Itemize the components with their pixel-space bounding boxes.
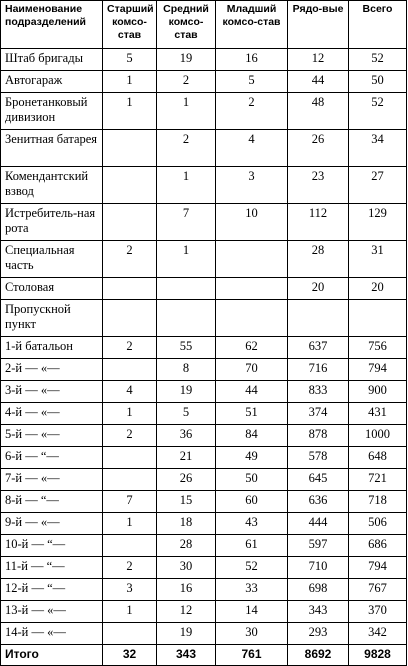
table-row [1, 241, 407, 278]
table-row [1, 93, 407, 130]
table-row [1, 513, 407, 535]
cell-middle-staff: 16 [157, 579, 216, 601]
total-middle: 343 [157, 645, 216, 666]
table-header [1, 1, 407, 49]
cell-unit-name: 11-й — “— [1, 557, 103, 579]
cell-unit-name: 13-й — «— [1, 601, 103, 623]
cell-privates: 343 [288, 601, 349, 623]
cell-privates [288, 300, 349, 337]
total-senior: 32 [103, 645, 157, 666]
cell-senior-staff [103, 300, 157, 337]
cell-privates: 878 [288, 425, 349, 447]
cell-middle-staff: 12 [157, 601, 216, 623]
cell-total: 52 [349, 93, 407, 130]
cell-junior-staff [216, 278, 288, 300]
header-unit-name: Наименование подразделений [1, 1, 103, 49]
cell-senior-staff [103, 278, 157, 300]
cell-total: 686 [349, 535, 407, 557]
cell-middle-staff: 7 [157, 204, 216, 241]
cell-total: 370 [349, 601, 407, 623]
cell-senior-staff: 7 [103, 491, 157, 513]
cell-senior-staff: 1 [103, 403, 157, 425]
cell-junior-staff: 43 [216, 513, 288, 535]
cell-total: 648 [349, 447, 407, 469]
cell-total: 20 [349, 278, 407, 300]
cell-privates: 112 [288, 204, 349, 241]
cell-senior-staff [103, 167, 157, 204]
cell-middle-staff: 19 [157, 49, 216, 71]
cell-junior-staff: 14 [216, 601, 288, 623]
cell-senior-staff: 5 [103, 49, 157, 71]
cell-middle-staff: 26 [157, 469, 216, 491]
cell-unit-name: Пропускной пункт [1, 300, 103, 337]
cell-privates: 698 [288, 579, 349, 601]
table-row [1, 204, 407, 241]
cell-senior-staff: 1 [103, 513, 157, 535]
table-row [1, 535, 407, 557]
table-row [1, 359, 407, 381]
header-middle-staff: Средний комсо-став [157, 1, 216, 49]
cell-unit-name: Автогараж [1, 71, 103, 93]
total-row [1, 645, 407, 666]
header-total: Всего [349, 1, 407, 49]
cell-senior-staff [103, 623, 157, 645]
table-row [1, 425, 407, 447]
cell-senior-staff: 2 [103, 241, 157, 278]
cell-middle-staff [157, 300, 216, 337]
cell-junior-staff: 44 [216, 381, 288, 403]
cell-unit-name: Штаб бригады [1, 49, 103, 71]
cell-middle-staff [157, 278, 216, 300]
cell-junior-staff [216, 300, 288, 337]
cell-privates: 293 [288, 623, 349, 645]
cell-junior-staff: 5 [216, 71, 288, 93]
cell-middle-staff: 19 [157, 381, 216, 403]
cell-privates: 716 [288, 359, 349, 381]
cell-junior-staff: 70 [216, 359, 288, 381]
cell-privates: 20 [288, 278, 349, 300]
cell-middle-staff: 36 [157, 425, 216, 447]
cell-unit-name: 4-й — «— [1, 403, 103, 425]
cell-unit-name: 8-й — “— [1, 491, 103, 513]
cell-privates: 23 [288, 167, 349, 204]
cell-unit-name: 7-й — «— [1, 469, 103, 491]
table-row [1, 403, 407, 425]
header-senior-staff: Старший комсо-став [103, 1, 157, 49]
cell-junior-staff: 52 [216, 557, 288, 579]
cell-privates: 597 [288, 535, 349, 557]
cell-junior-staff: 62 [216, 337, 288, 359]
cell-middle-staff: 2 [157, 71, 216, 93]
cell-junior-staff: 30 [216, 623, 288, 645]
total-sum: 9828 [349, 645, 407, 666]
cell-privates: 12 [288, 49, 349, 71]
cell-privates: 48 [288, 93, 349, 130]
cell-junior-staff: 61 [216, 535, 288, 557]
cell-unit-name: 9-й — «— [1, 513, 103, 535]
cell-privates: 444 [288, 513, 349, 535]
cell-total: 1000 [349, 425, 407, 447]
cell-middle-staff: 15 [157, 491, 216, 513]
table-row [1, 300, 407, 337]
total-label: Итого [1, 645, 103, 666]
cell-unit-name: 2-й — «— [1, 359, 103, 381]
header-row [1, 1, 407, 49]
cell-total: 52 [349, 49, 407, 71]
cell-middle-staff: 30 [157, 557, 216, 579]
cell-total: 506 [349, 513, 407, 535]
cell-middle-staff: 1 [157, 167, 216, 204]
table-row [1, 130, 407, 167]
cell-middle-staff: 18 [157, 513, 216, 535]
cell-junior-staff [216, 241, 288, 278]
cell-junior-staff: 2 [216, 93, 288, 130]
cell-middle-staff: 19 [157, 623, 216, 645]
cell-senior-staff: 1 [103, 601, 157, 623]
table-row [1, 469, 407, 491]
cell-senior-staff: 1 [103, 93, 157, 130]
cell-privates: 44 [288, 71, 349, 93]
cell-total: 756 [349, 337, 407, 359]
cell-unit-name: Комендантский взвод [1, 167, 103, 204]
cell-total: 431 [349, 403, 407, 425]
cell-senior-staff: 2 [103, 425, 157, 447]
table-body [1, 49, 407, 645]
table-row [1, 601, 407, 623]
cell-unit-name: 3-й — «— [1, 381, 103, 403]
cell-total: 27 [349, 167, 407, 204]
cell-unit-name: 12-й — “— [1, 579, 103, 601]
header-junior-staff: Младший комсо-став [216, 1, 288, 49]
cell-unit-name: 1-й батальон [1, 337, 103, 359]
cell-junior-staff: 4 [216, 130, 288, 167]
total-junior: 761 [216, 645, 288, 666]
cell-privates: 28 [288, 241, 349, 278]
table-row [1, 167, 407, 204]
cell-total: 718 [349, 491, 407, 513]
cell-junior-staff: 60 [216, 491, 288, 513]
cell-senior-staff [103, 535, 157, 557]
table-row [1, 579, 407, 601]
cell-privates: 636 [288, 491, 349, 513]
cell-total: 342 [349, 623, 407, 645]
table-row [1, 557, 407, 579]
cell-unit-name: 5-й — «— [1, 425, 103, 447]
cell-total: 900 [349, 381, 407, 403]
table-row [1, 491, 407, 513]
table-row [1, 71, 407, 93]
cell-privates: 578 [288, 447, 349, 469]
cell-middle-staff: 1 [157, 93, 216, 130]
cell-senior-staff: 2 [103, 337, 157, 359]
cell-total: 767 [349, 579, 407, 601]
cell-unit-name: Бронетанковый дивизион [1, 93, 103, 130]
cell-senior-staff [103, 204, 157, 241]
cell-junior-staff: 10 [216, 204, 288, 241]
cell-privates: 26 [288, 130, 349, 167]
cell-privates: 637 [288, 337, 349, 359]
cell-senior-staff: 4 [103, 381, 157, 403]
cell-middle-staff: 2 [157, 130, 216, 167]
cell-middle-staff: 8 [157, 359, 216, 381]
cell-privates: 645 [288, 469, 349, 491]
cell-middle-staff: 28 [157, 535, 216, 557]
cell-junior-staff: 51 [216, 403, 288, 425]
table-row [1, 49, 407, 71]
table-row [1, 623, 407, 645]
table-footer [1, 645, 407, 666]
cell-middle-staff: 21 [157, 447, 216, 469]
cell-unit-name: Столовая [1, 278, 103, 300]
cell-junior-staff: 3 [216, 167, 288, 204]
table-row [1, 278, 407, 300]
cell-middle-staff: 1 [157, 241, 216, 278]
cell-senior-staff: 3 [103, 579, 157, 601]
cell-privates: 833 [288, 381, 349, 403]
cell-middle-staff: 5 [157, 403, 216, 425]
cell-senior-staff: 1 [103, 71, 157, 93]
cell-total [349, 300, 407, 337]
cell-total: 794 [349, 359, 407, 381]
cell-junior-staff: 33 [216, 579, 288, 601]
cell-unit-name: Истребитель-ная рота [1, 204, 103, 241]
cell-total: 721 [349, 469, 407, 491]
cell-senior-staff [103, 447, 157, 469]
table-row [1, 447, 407, 469]
cell-unit-name: Специальная часть [1, 241, 103, 278]
cell-total: 34 [349, 130, 407, 167]
cell-junior-staff: 49 [216, 447, 288, 469]
cell-total: 31 [349, 241, 407, 278]
cell-senior-staff: 2 [103, 557, 157, 579]
cell-senior-staff [103, 469, 157, 491]
cell-unit-name: 6-й — “— [1, 447, 103, 469]
cell-privates: 374 [288, 403, 349, 425]
cell-senior-staff [103, 359, 157, 381]
cell-middle-staff: 55 [157, 337, 216, 359]
cell-junior-staff: 84 [216, 425, 288, 447]
total-privates: 8692 [288, 645, 349, 666]
cell-total: 794 [349, 557, 407, 579]
header-privates: Рядо-вые [288, 1, 349, 49]
cell-unit-name: Зенитная батарея [1, 130, 103, 167]
cell-unit-name: 10-й — “— [1, 535, 103, 557]
table-row [1, 337, 407, 359]
cell-senior-staff [103, 130, 157, 167]
cell-total: 50 [349, 71, 407, 93]
cell-unit-name: 14-й — «— [1, 623, 103, 645]
cell-privates: 710 [288, 557, 349, 579]
cell-junior-staff: 50 [216, 469, 288, 491]
cell-total: 129 [349, 204, 407, 241]
table-row [1, 381, 407, 403]
cell-junior-staff: 16 [216, 49, 288, 71]
